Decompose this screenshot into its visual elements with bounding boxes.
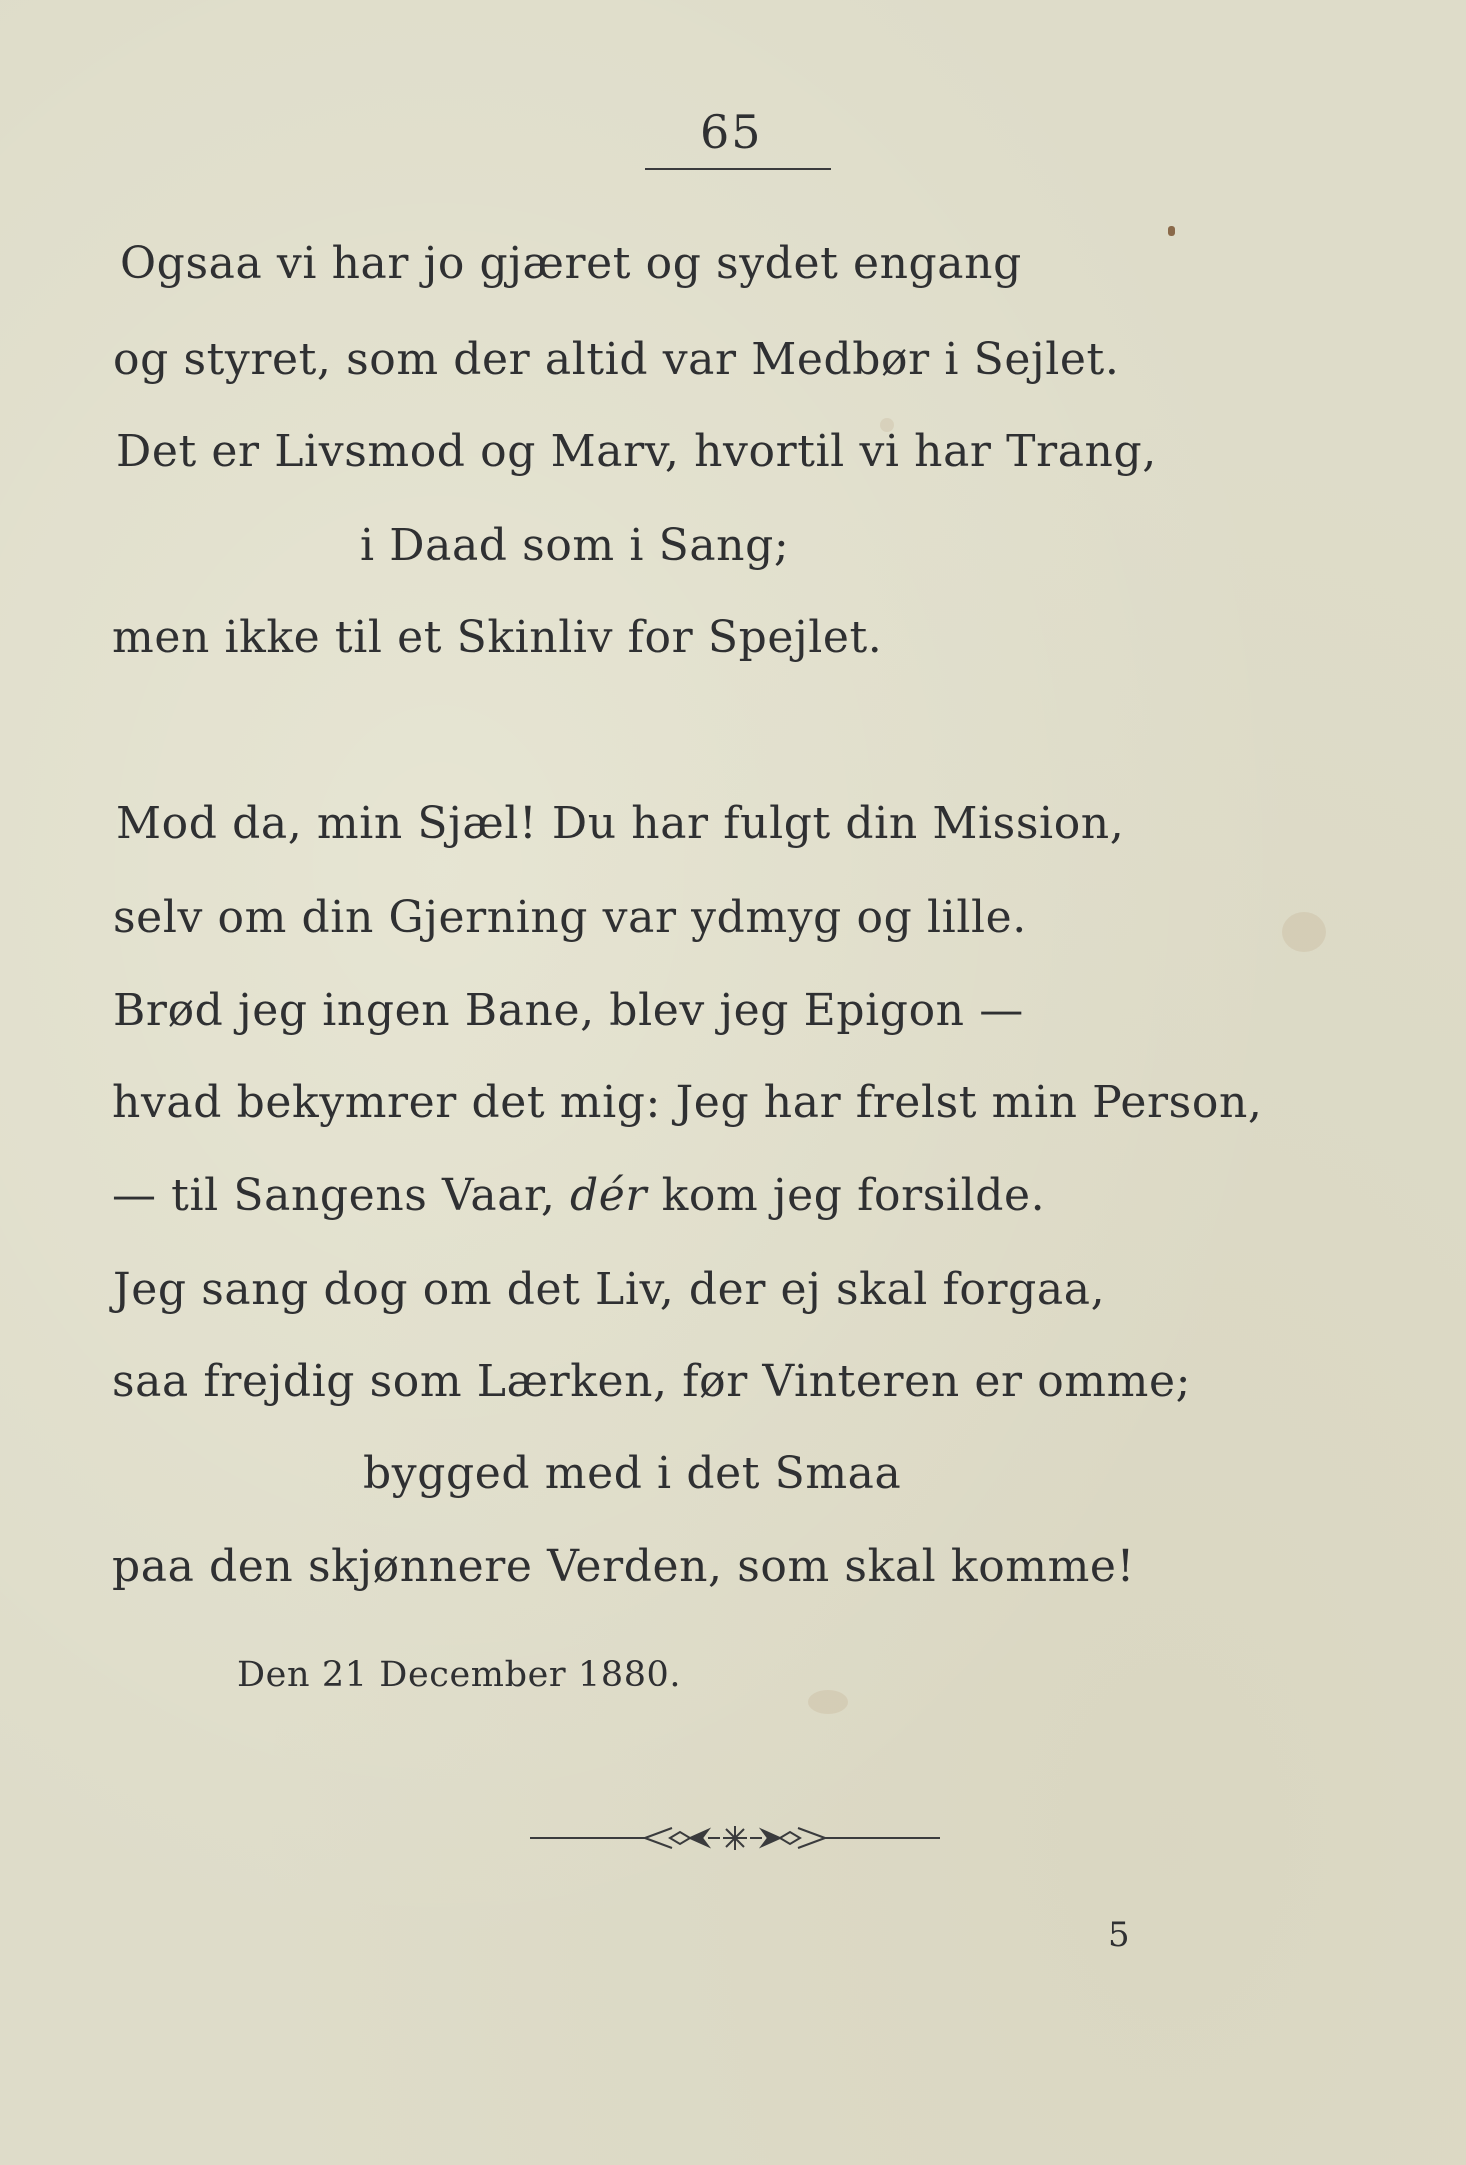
emphasized-word: dér	[570, 1170, 648, 1221]
poem-line: hvad bekymrer det mig: Jeg har frelst min Person,	[112, 1077, 1263, 1128]
date-line: Den 21 December 1880.	[237, 1655, 682, 1695]
poem-line: paa den skjønnere Verden, som skal komme!	[112, 1541, 1135, 1592]
poem-line-part: kom jeg forsilde.	[647, 1170, 1046, 1221]
poem-line: Det er Livsmod og Marv, hvortil vi har Trang,	[116, 426, 1157, 477]
poem-line: og styret, som der altid var Medbør i Sejlet.	[113, 334, 1120, 385]
paper-stain	[1282, 912, 1326, 952]
poem-line: bygged med i det Smaa	[363, 1448, 902, 1499]
poem-line	[112, 1168, 1045, 1224]
poem-line: saa frejdig som Lærken, før Vinteren er omme;	[112, 1356, 1192, 1407]
decorative-tailpiece-icon	[530, 1820, 940, 1856]
poem-line: selv om din Gjerning var ydmyg og lille.	[113, 892, 1027, 943]
paper-stain	[880, 418, 894, 432]
header-rule	[645, 168, 831, 170]
poem-line: Mod da, min Sjæl! Du har fulgt din Mission,	[116, 798, 1125, 849]
page-number: 65	[700, 105, 763, 159]
poem-line-part: — til Sangens Vaar,	[112, 1170, 570, 1221]
signature-mark: 5	[1108, 1915, 1130, 1955]
poem-line: i Daad som i Sang;	[360, 520, 790, 571]
paper-stain	[808, 1690, 848, 1714]
ink-speck	[1168, 226, 1175, 236]
poem-line: Brød jeg ingen Bane, blev jeg Epigon —	[113, 985, 1024, 1036]
poem-line: Jeg sang dog om det Liv, der ej skal forgaa,	[113, 1264, 1106, 1315]
poem-line: Ogsaa vi har jo gjæret og sydet engang	[120, 238, 1022, 289]
poem-line: men ikke til et Skinliv for Spejlet.	[112, 612, 883, 663]
